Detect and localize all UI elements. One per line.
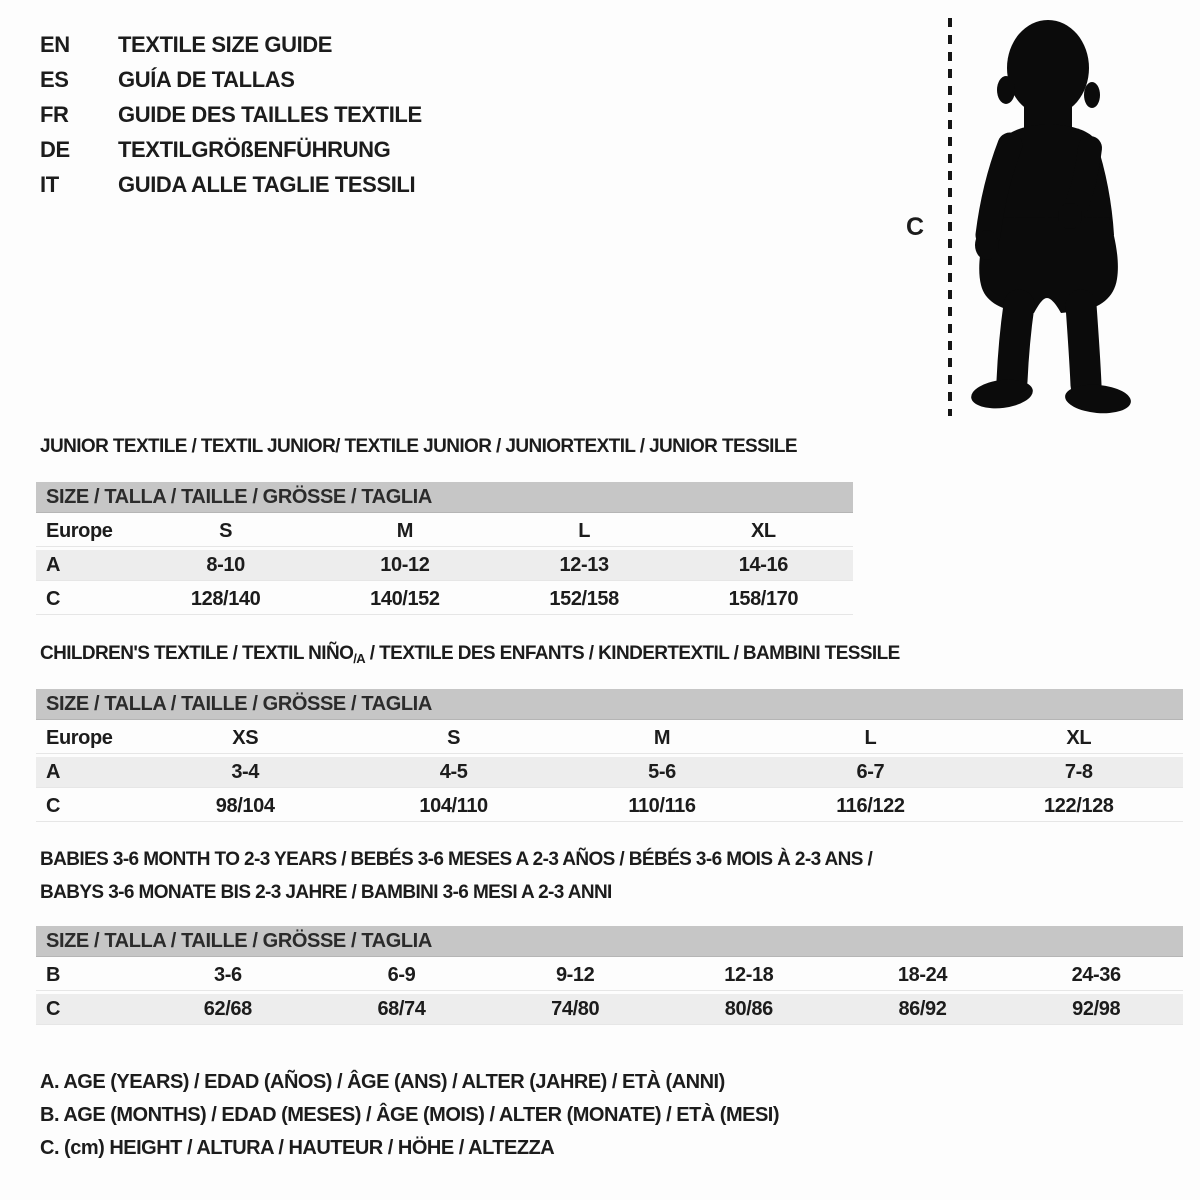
table-cell: 74/80 — [551, 998, 600, 1020]
table-row-height — [36, 584, 853, 615]
language-row-fr — [40, 97, 422, 132]
table-cell: 3-4 — [231, 761, 260, 783]
table-cell: 62/68 — [203, 998, 252, 1020]
size-table-header: SIZE / TALLA / TAILLE / GRÖSSE / TAGLIA — [36, 482, 853, 513]
language-row-it — [40, 167, 422, 202]
table-row-height — [36, 994, 1183, 1025]
babies-title-line1: BABIES 3-6 MONTH TO 2-3 YEARS / BEBÉS 3-6 MESES A 2-3 AÑOS / BÉBÉS 3-6 MOIS À 2-3 ANS / — [40, 849, 873, 870]
table-cell: 12-18 — [724, 964, 774, 986]
language-row-es — [40, 62, 422, 97]
table-cell: 9-12 — [555, 964, 595, 986]
height-measure-label: C — [906, 213, 924, 241]
table-cell: 24-36 — [1071, 964, 1121, 986]
table-cell: 4-5 — [439, 761, 468, 783]
table-cell: 80/86 — [724, 998, 773, 1020]
table-cell: 5-6 — [648, 761, 676, 783]
language-row-en — [40, 27, 422, 62]
table-row-age — [36, 550, 853, 581]
row-label: B — [46, 964, 61, 986]
language-list — [40, 27, 422, 202]
table-cell: 18-24 — [897, 964, 948, 986]
language-code: DE — [40, 137, 70, 162]
children-title-sub: /A — [353, 651, 366, 666]
table-row-age-months — [36, 960, 1183, 991]
table-cell: 116/122 — [836, 795, 905, 817]
legend-line-c: C. (cm) HEIGHT / ALTURA / HAUTEUR / HÖHE / ALTEZZA — [40, 1137, 555, 1159]
language-label: GUÍA DE TALLAS — [118, 67, 295, 92]
language-code: EN — [40, 32, 70, 57]
table-cell: 104/110 — [419, 795, 488, 817]
legend — [40, 1066, 779, 1165]
table-cell: 122/128 — [1044, 795, 1114, 817]
height-measure-line — [948, 18, 952, 416]
table-row-europe — [36, 723, 1183, 754]
table-cell: XL — [750, 520, 776, 542]
toddler-silhouette-icon — [962, 12, 1138, 424]
babies-size-table — [36, 926, 1183, 1028]
table-cell: 128/140 — [190, 588, 261, 610]
babies-section-title — [40, 843, 872, 909]
language-label: GUIDE DES TAILLES TEXTILE — [118, 102, 422, 127]
table-cell: S — [219, 520, 233, 542]
children-title-main: CHILDREN'S TEXTILE / TEXTIL NIÑO — [40, 643, 354, 664]
table-cell: XS — [232, 727, 259, 749]
children-section-title — [40, 643, 900, 666]
row-label: Europe — [46, 520, 113, 542]
table-cell: 7-8 — [1064, 761, 1093, 783]
row-label: C — [46, 795, 61, 817]
table-cell: 110/116 — [628, 795, 696, 817]
row-label: C — [46, 998, 61, 1020]
table-cell: 158/170 — [728, 588, 799, 610]
children-title-rest: / TEXTILE DES ENFANTS / KINDERTEXTIL / BAMBINI TESSILE — [365, 643, 900, 664]
size-table-header: SIZE / TALLA / TAILLE / GRÖSSE / TAGLIA — [36, 689, 1183, 720]
legend-line-b: B. AGE (MONTHS) / EDAD (MESES) / ÂGE (MOIS) / ALTER (MONATE) / ETÀ (MESI) — [40, 1104, 780, 1126]
language-code: IT — [40, 172, 59, 197]
table-row-height — [36, 791, 1183, 822]
row-label: Europe — [46, 727, 113, 749]
row-label: A — [46, 554, 61, 576]
table-cell: 140/152 — [370, 588, 440, 610]
table-cell: M — [396, 520, 413, 542]
table-cell: 3-6 — [213, 964, 242, 986]
table-cell: 8-10 — [206, 554, 245, 576]
table-cell: 10-12 — [380, 554, 430, 576]
row-label: C — [46, 588, 61, 610]
size-table-header: SIZE / TALLA / TAILLE / GRÖSSE / TAGLIA — [36, 926, 1183, 957]
table-cell: 6-9 — [387, 964, 416, 986]
table-cell: 152/158 — [549, 588, 619, 610]
table-cell: 12-13 — [559, 554, 609, 576]
table-cell: 14-16 — [738, 554, 788, 576]
junior-size-table — [36, 482, 853, 618]
language-code: FR — [40, 102, 69, 127]
language-label: TEXTILGRÖßENFÜHRUNG — [118, 137, 391, 162]
language-label: GUIDA ALLE TAGLIE TESSILI — [118, 172, 416, 197]
table-cell: 68/74 — [377, 998, 426, 1020]
table-cell: L — [864, 727, 877, 749]
table-cell: 92/98 — [1072, 998, 1121, 1020]
table-cell: XL — [1066, 727, 1092, 749]
legend-line-a: A. AGE (YEARS) / EDAD (AÑOS) / ÂGE (ANS) / ALTER (JAHRE) / ETÀ (ANNI) — [40, 1071, 725, 1093]
table-row-age — [36, 757, 1183, 788]
table-cell: 86/92 — [898, 998, 947, 1020]
table-cell: L — [578, 520, 591, 542]
language-label: TEXTILE SIZE GUIDE — [118, 32, 333, 57]
babies-title-line2: BABYS 3-6 MONATE BIS 2-3 JAHRE / BAMBINI 3-6 MESI A 2-3 ANNI — [40, 882, 612, 903]
row-label: A — [46, 761, 61, 783]
table-cell: 98/104 — [215, 795, 275, 817]
language-code: ES — [40, 67, 69, 92]
table-cell: M — [653, 727, 671, 749]
children-size-table — [36, 689, 1183, 825]
table-cell: 6-7 — [856, 761, 885, 783]
table-row-europe — [36, 516, 853, 547]
junior-section-title: JUNIOR TEXTILE / TEXTIL JUNIOR/ TEXTILE JUNIOR / JUNIORTEXTIL / JUNIOR TESSILE — [40, 436, 797, 457]
language-row-de — [40, 132, 422, 167]
table-cell: S — [447, 727, 461, 749]
